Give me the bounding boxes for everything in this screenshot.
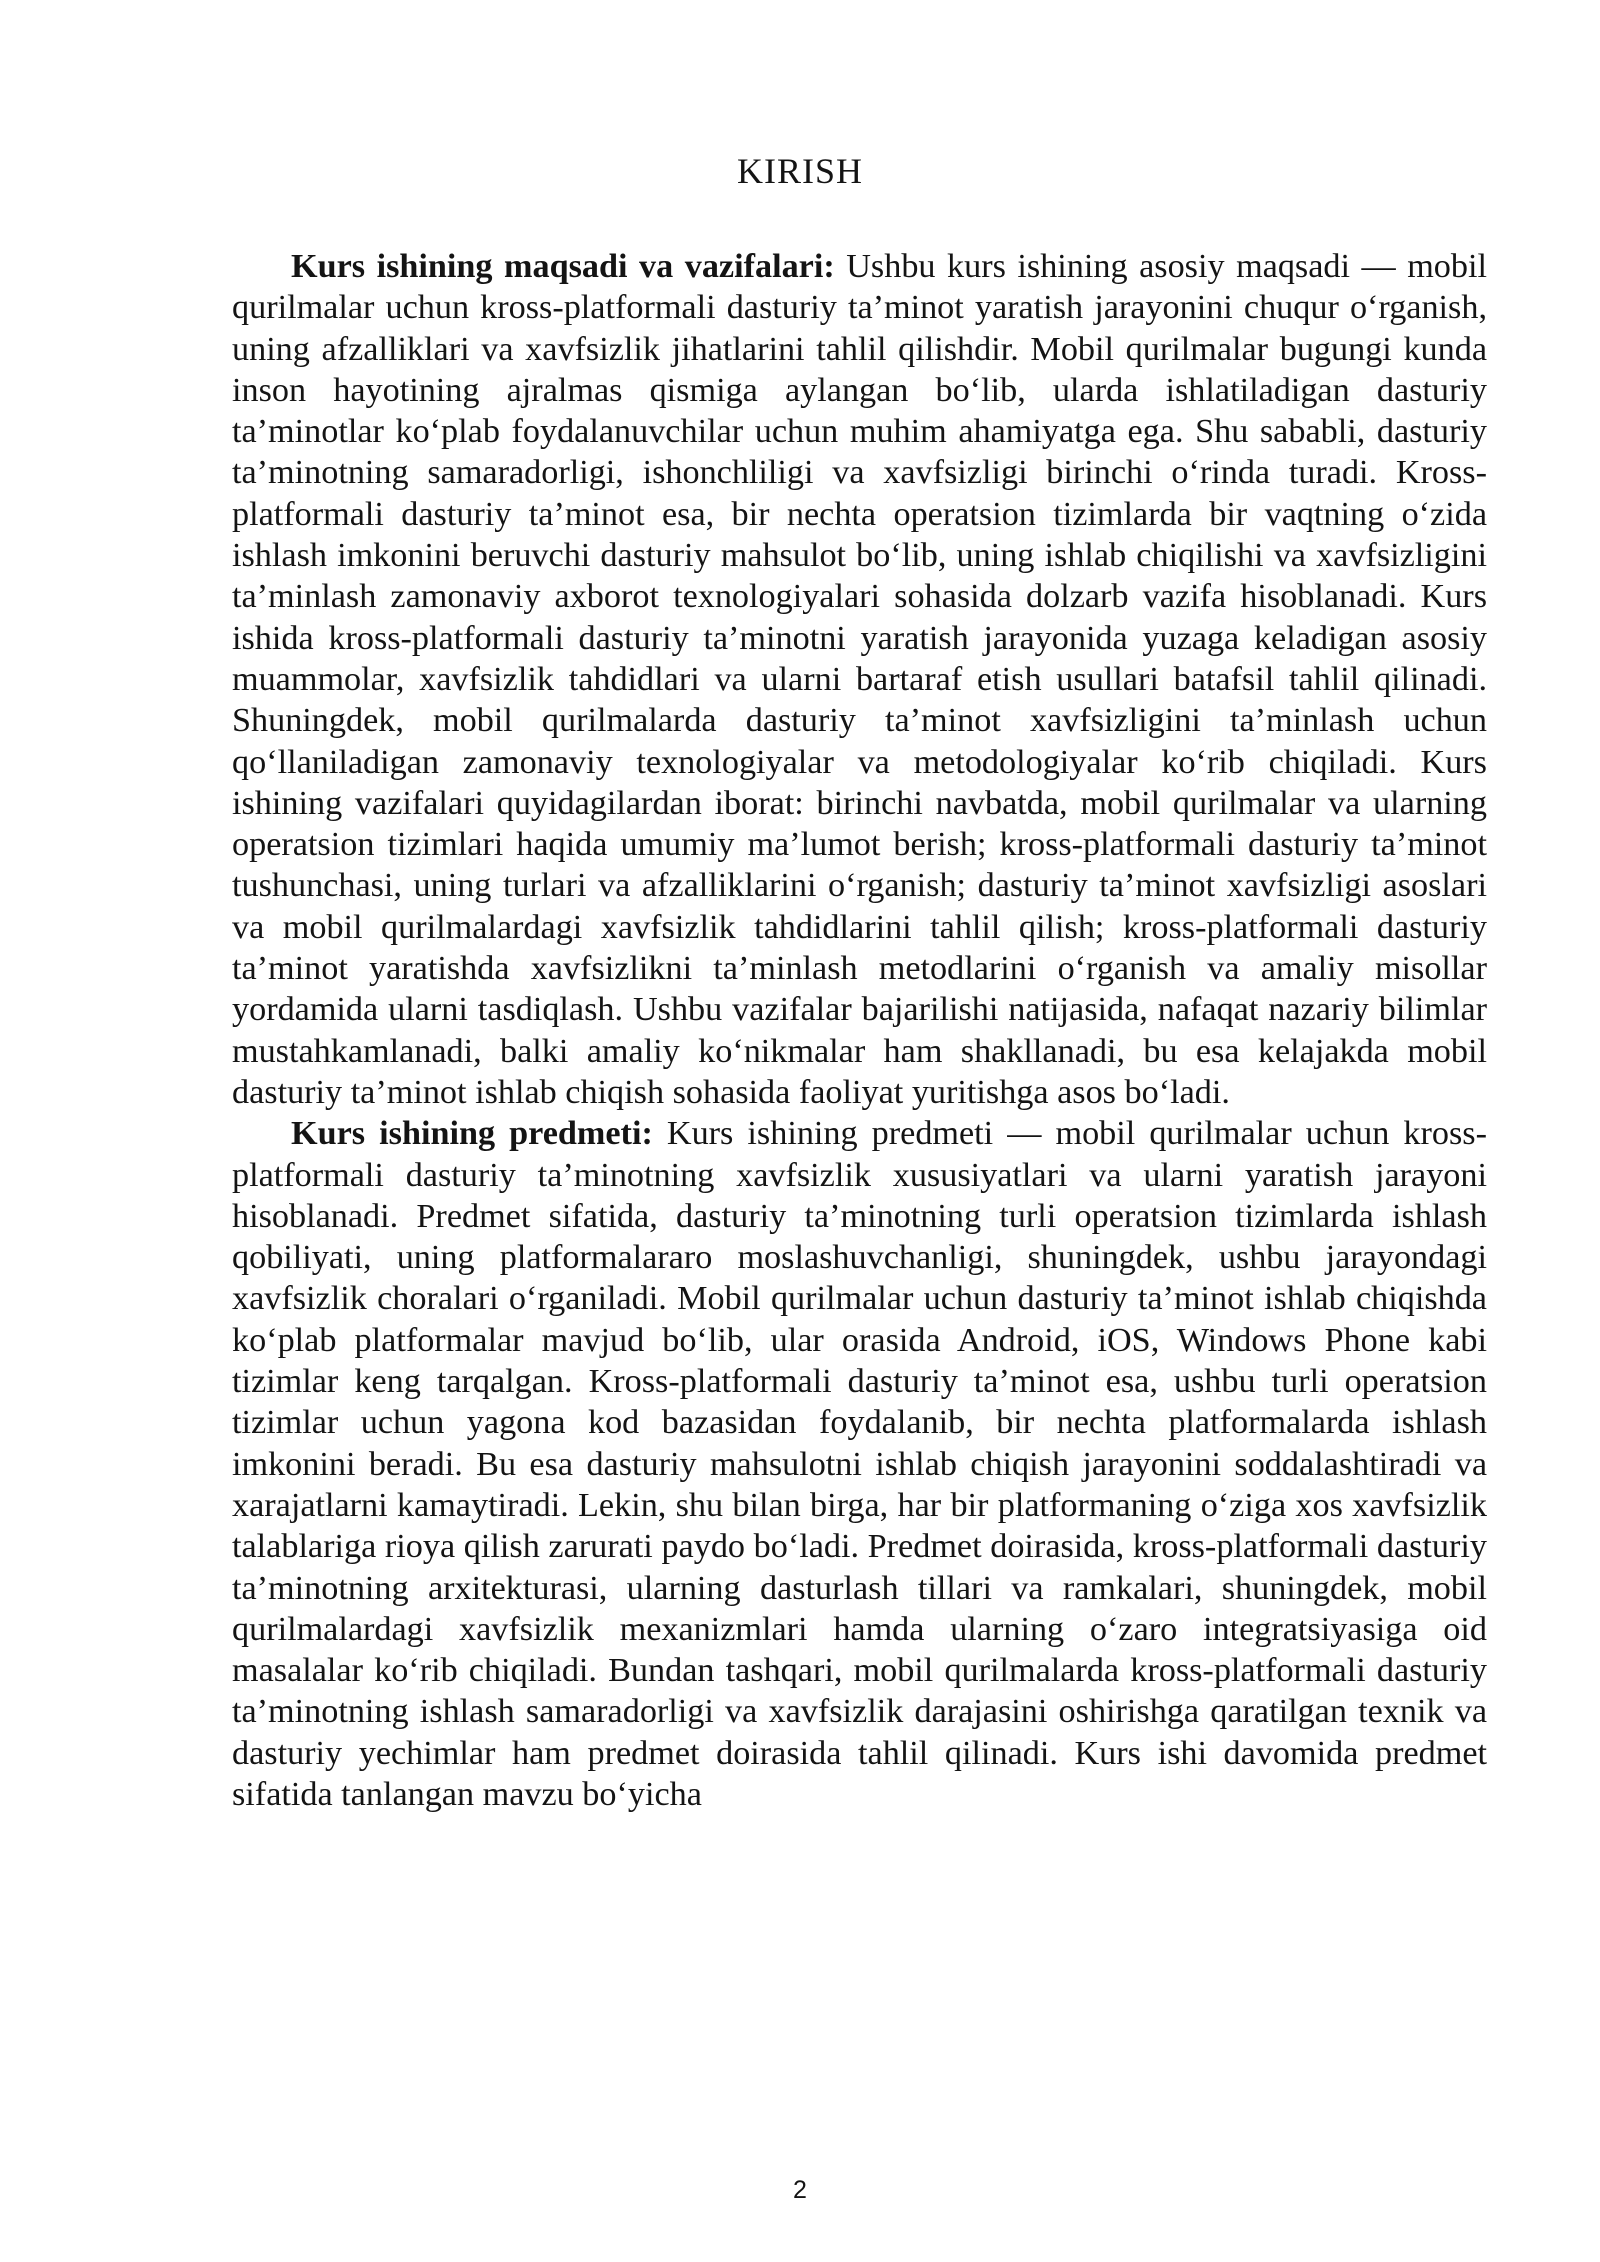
paragraph-text: Ushbu kurs ishining asosiy maqsadi — mobil qurilmalar uchun kross-platformali dasturiy ta’minot yaratish jarayonini chuqur o‘rganish, uning afzalliklari va xavfsizlik jihatlarini tahlil qilishdir. Mobil qurilmalar bugungi kunda inson hayotining ajralmas qismiga aylangan bo‘lib, ularda ishlatiladigan dasturiy ta’minotlar ko‘plab foydalanuvchilar uchun muhim ahamiyatga ega. Shu sababli, dasturiy ta’minotning samaradorligi, ishonchliligi va xavfsizligi birinchi o‘rinda turadi. Kross-platformali dasturiy ta’minot esa, bir nechta operatsion tizimlarda bir vaqtning o‘zida ishlash imkonini beruvchi dasturiy mahsulot bo‘lib, uning ishlab chiqilishi va xavfsizligini ta’minlash zamonaviy axborot texnologiyalari sohasida dolzarb vazifa hisoblanadi. Kurs ishida kross-platformali dasturiy ta’minotni yaratish jarayonida yuzaga keladigan asosiy muammolar, xavfsizlik tahdidlari va ularni bartaraf etish usullari batafsil tahlil qilinadi. Shuningdek, mobil qurilmalarda dasturiy ta’minot xavfsizligini ta’minlash uchun qo‘llaniladigan zamonaviy texnologiyalar va metodologiyalar ko‘rib chiqiladi. Kurs ishining vazifalari quyidagilardan iborat: birinchi navbatda, mobil qurilmalar va ularning operatsion tizimlari haqida umumiy ma’lumot berish; kross-platformali dasturiy ta’minot tushunchasi, uning turlari va afzalliklarini o‘rganish; dasturiy ta’minot xavfsizligi asoslari va mobil qurilmalardagi xavfsizlik tahdidlarini tahlil qilish; kross-platformali dasturiy ta’minot yaratishda xavfsizlikni ta’minlash metodlarini o‘rganish va amaliy misollar yordamida ularni tasdiqlash. Ushbu vazifalar bajarilishi natijasida, nafaqat nazariy bilimlar mustahkamlanadi, balki amaliy ko‘nikmalar ham shakllanadi, bu esa kelajakda mobil dasturiy ta’minot ishlab chiqish sohasida faoliyat yuritishga asos bo‘ladi. xyxy=(232,248,1487,1111)
paragraph-purpose xyxy=(232,246,1487,1113)
paragraph-heading: Kurs ishining predmeti: xyxy=(291,1115,653,1153)
paragraph-subject xyxy=(232,1113,1487,1815)
page-title: KIRISH xyxy=(736,151,863,191)
paragraph-text: Kurs ishining predmeti — mobil qurilmalar uchun kross-platformali dasturiy ta’minotning xavfsizlik xususiyatlari va ularni yaratish jarayoni hisoblanadi. Predmet sifatida, dasturiy ta’minotning turli operatsion tizimlarda ishlash qobiliyati, uning platformalararo moslashuvchanligi, shuningdek, ushbu jarayondagi xavfsizlik choralari o‘rganiladi. Mobil qurilmalar uchun dasturiy ta’minot ishlab chiqishda ko‘plab platformalar mavjud bo‘lib, ular orasida Android, iOS, Windows Phone kabi tizimlar keng tarqalgan. Kross-platformali dasturiy ta’minot esa, ushbu turli operatsion tizimlar uchun yagona kod bazasidan foydalanib, bir nechta platformalarda ishlash imkonini beradi. Bu esa dasturiy mahsulotni ishlab chiqish jarayonini soddalashtiradi va xarajatlarni kamaytiradi. Lekin, shu bilan birga, har bir platformaning o‘ziga xos xavfsizlik talablariga rioya qilish zarurati paydo bo‘ladi. Predmet doirasida, kross-platformali dasturiy ta’minotning arxitekturasi, ularning dasturlash tillari va ramkalari, shuningdek, mobil qurilmalardagi xavfsizlik mexanizmlari hamda ularning o‘zaro integratsiyasiga oid masalalar ko‘rib chiqiladi. Bundan tashqari, mobil qurilmalarda kross-platformali dasturiy ta’minotning ishlash samaradorligi va xavfsizlik darajasini oshirishga qaratilgan texnik va dasturiy yechimlar ham predmet doirasida tahlil qilinadi. Kurs ishi davomida predmet sifatida tanlangan mavzu bo‘yicha xyxy=(232,1115,1487,1813)
document-body xyxy=(232,246,1487,1815)
paragraph-heading: Kurs ishining maqsadi va vazifalari: xyxy=(291,248,835,285)
page-number: 2 xyxy=(793,2176,807,2204)
